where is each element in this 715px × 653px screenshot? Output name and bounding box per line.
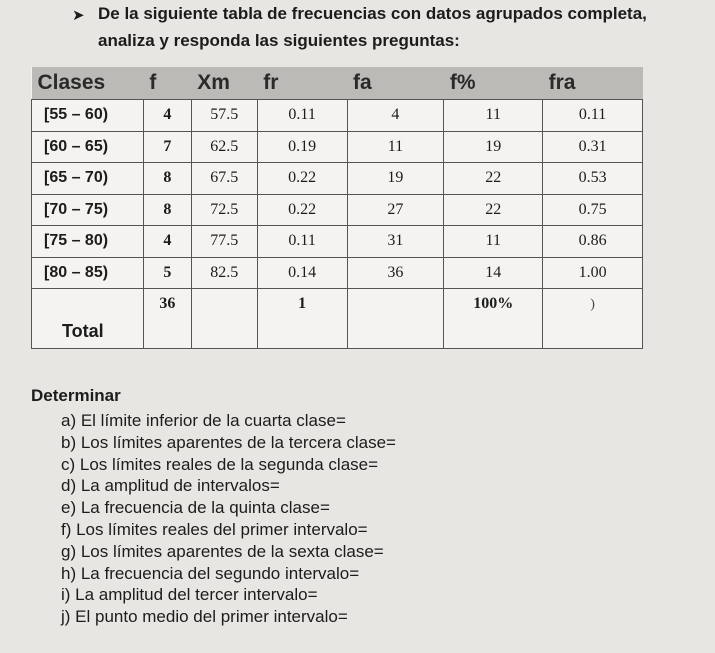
cell-xm: 62.5 — [191, 131, 257, 163]
cell-fr: 0.22 — [257, 163, 347, 195]
cell-clase: [65 – 70) — [32, 163, 144, 195]
cell-xm: 72.5 — [191, 194, 257, 226]
cell-f: 8 — [143, 194, 191, 226]
total-xm — [191, 289, 257, 349]
cell-fra: 0.75 — [543, 194, 643, 226]
cell-fra: 0.53 — [543, 163, 643, 195]
cell-fr: 0.11 — [257, 100, 347, 132]
cell-clase: [60 – 65) — [32, 131, 144, 163]
question-e: e) La frecuencia de la quinta clase= — [61, 498, 330, 518]
cell-fa: 4 — [347, 100, 444, 132]
cell-fa: 19 — [347, 163, 444, 195]
col-header-xm: Xm — [191, 67, 257, 100]
cell-f: 4 — [143, 226, 191, 258]
cell-fr: 0.14 — [257, 257, 347, 289]
table-row — [32, 194, 643, 226]
question-a: a) El límite inferior de la cuarta clase= — [61, 411, 346, 430]
question-j: j) El punto medio del primer intervalo= — [61, 607, 348, 627]
table-row — [32, 163, 643, 195]
cell-fra: 1.00 — [543, 257, 643, 289]
section-title: Determinar — [31, 386, 121, 405]
cell-fpct: 22 — [444, 163, 543, 195]
table-row — [32, 226, 643, 258]
col-header-f: f — [143, 67, 191, 100]
cell-xm: 57.5 — [191, 100, 257, 132]
cell-f: 8 — [143, 163, 191, 195]
total-fr: 1 — [257, 289, 347, 349]
question-g: g) Los límites aparentes de la sexta clase= — [61, 541, 384, 561]
questions-section — [31, 386, 711, 629]
question-i: i) La amplitud del tercer intervalo= — [61, 585, 318, 605]
cell-f: 7 — [143, 131, 191, 163]
cell-fpct: 22 — [444, 194, 543, 226]
cell-fa: 11 — [347, 131, 444, 163]
cell-fra: 0.11 — [543, 100, 643, 132]
cell-fra: 0.86 — [543, 226, 643, 258]
col-header-fra: fra — [543, 67, 643, 100]
cell-clase: [55 – 60) — [32, 100, 144, 132]
total-f: 36 — [143, 289, 191, 349]
col-header-fa: fa — [347, 67, 444, 100]
instructions-line-2: analiza y responda las siguientes preguntas: — [98, 31, 460, 50]
cell-fa: 36 — [347, 257, 444, 289]
total-label: Total — [32, 289, 144, 349]
cell-fpct: 11 — [444, 100, 543, 132]
cell-xm: 82.5 — [191, 257, 257, 289]
question-c: c) Los límites reales de la segunda clase= — [61, 454, 379, 474]
table-row — [32, 257, 643, 289]
table-total-row — [32, 289, 643, 349]
cell-xm: 77.5 — [191, 226, 257, 258]
question-b: b) Los límites aparentes de la tercera clase= — [61, 432, 396, 452]
cell-fra: 0.31 — [543, 131, 643, 163]
table-row — [32, 131, 643, 163]
col-header-clases: Clases — [32, 67, 144, 100]
cell-fpct: 19 — [444, 131, 543, 163]
cell-fa: 31 — [347, 226, 444, 258]
cell-fr: 0.11 — [257, 226, 347, 258]
frequency-table — [31, 67, 643, 349]
question-h: h) La frecuencia del segundo intervalo= — [61, 563, 360, 583]
total-fpct: 100% — [444, 289, 543, 349]
cell-f: 5 — [143, 257, 191, 289]
table-row — [32, 100, 643, 132]
cell-fpct: 14 — [444, 257, 543, 289]
cell-clase: [70 – 75) — [32, 194, 144, 226]
total-fa — [347, 289, 444, 349]
question-d: d) La amplitud de intervalos= — [61, 476, 280, 496]
cell-fa: 27 — [347, 194, 444, 226]
cell-xm: 67.5 — [191, 163, 257, 195]
cell-fpct: 11 — [444, 226, 543, 258]
total-fra-mark: ) — [590, 297, 595, 313]
cell-clase: [80 – 85) — [32, 257, 144, 289]
col-header-fr: fr — [257, 67, 347, 100]
bullet-arrow-icon: ➤ — [72, 7, 85, 24]
total-fra — [543, 289, 643, 349]
col-header-fpct: f% — [444, 67, 543, 100]
cell-clase: [75 – 80) — [32, 226, 144, 258]
cell-fr: 0.22 — [257, 194, 347, 226]
instructions-line-1: De la siguiente tabla de frecuencias con datos agrupados completa, — [98, 4, 647, 23]
question-f: f) Los límites reales del primer intervalo= — [61, 519, 368, 539]
table-header-row — [32, 67, 643, 100]
cell-fr: 0.19 — [257, 131, 347, 163]
cell-f: 4 — [143, 100, 191, 132]
